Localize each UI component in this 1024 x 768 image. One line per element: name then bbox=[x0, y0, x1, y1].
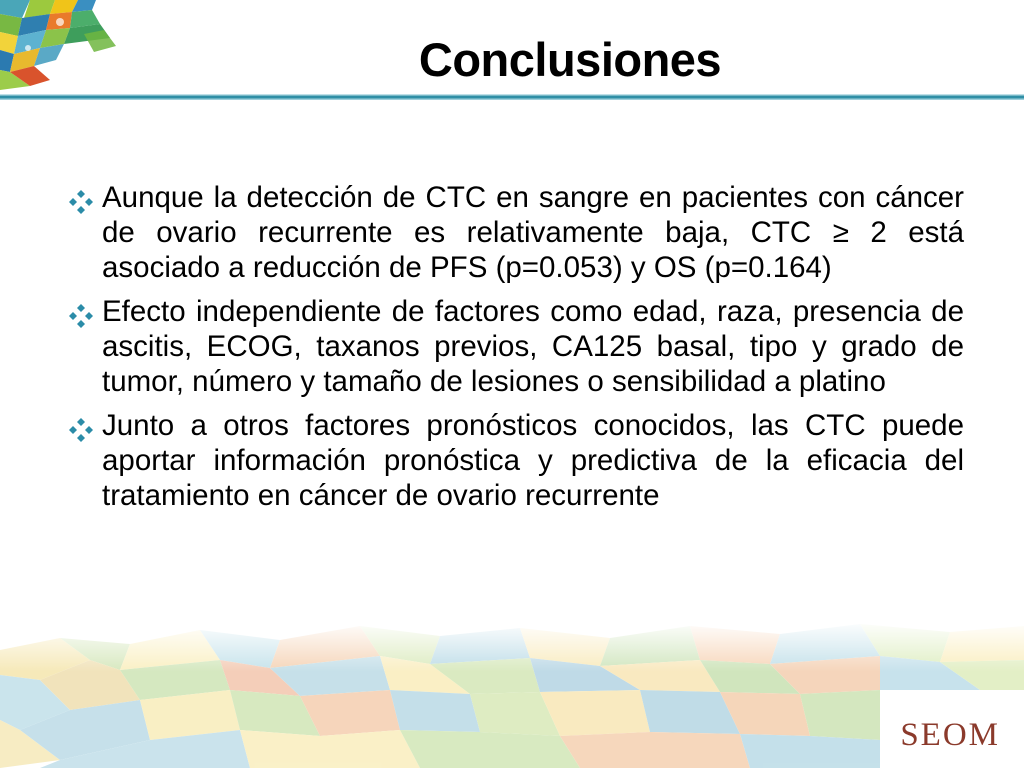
diamond-bullet-icon bbox=[68, 417, 94, 443]
diamond-bullet-icon bbox=[68, 303, 94, 329]
bullet-item bbox=[62, 408, 964, 513]
bullet-item bbox=[62, 294, 964, 399]
mosaic-logo-icon bbox=[0, 0, 120, 95]
diamond-bullet-icon bbox=[68, 189, 94, 215]
seom-logo: SEOM bbox=[900, 717, 1000, 753]
bullet-item bbox=[62, 180, 964, 285]
page-title: Conclusiones bbox=[418, 33, 722, 86]
bullet-list bbox=[62, 180, 964, 522]
bullet-text: Junto a otros factores pronósticos conocidos, las CTC puede aportar información pronóstica y predictiva de la eficacia del tratamiento en cáncer de ovario recurrente bbox=[102, 409, 964, 512]
mosaic-footer-decoration bbox=[0, 620, 1024, 768]
bullet-text: Efecto independiente de factores como edad, raza, presencia de ascitis, ECOG, taxanos previos, CA125 basal, tipo y grado de tumor, número y tamaño de lesiones o sensibilidad a platino bbox=[102, 295, 964, 398]
bullet-text: Aunque la detección de CTC en sangre en pacientes con cáncer de ovario recurrente es relativamente baja, CTC ≥ 2 está asociado a reducción de PFS (p=0.053) y OS (p=0.164) bbox=[102, 181, 964, 284]
title-divider bbox=[0, 94, 1024, 100]
